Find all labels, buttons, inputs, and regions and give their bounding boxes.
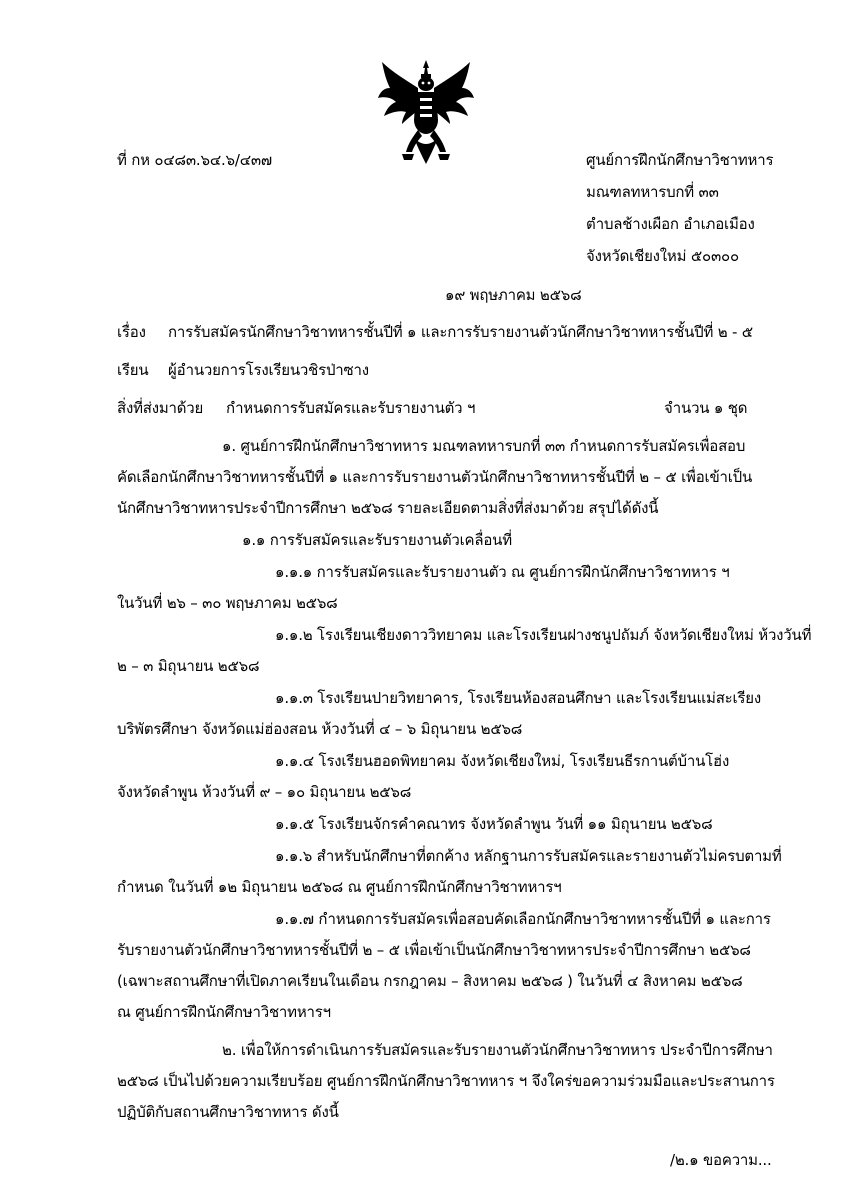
item-1-1-4-line-1: ๑.๑.๔ โรงเรียนฮอดพิทยาคม จังหวัดเชียงใหม่, โรงเรียนธีรกานต์บ้านโฮ่ง	[275, 752, 730, 770]
sender-line-4: จังหวัดเชียงใหม่ ๕๐๓๐๐	[586, 247, 739, 265]
sender-line-3: ตำบลช้างเผือก อำเภอเมือง	[586, 215, 755, 233]
item-1-1-4-line-2: จังหวัดลำพูน ห้วงวันที่ ๙ – ๑๐ มิถุนายน ๒๕๖๘	[117, 783, 412, 801]
item-1-1-1-line-2: ในวันที่ ๒๖ – ๓๐ พฤษภาคม ๒๕๖๘	[117, 594, 338, 612]
paragraph-1-line-2: คัดเลือกนักศึกษาวิชาทหารชั้นปีที่ ๑ และการรับรายงานตัวนักศึกษาวิชาทหารชั้นปีที่ ๒ – ๕ เพื่อเข้าเป็น	[117, 468, 753, 486]
item-1-1-7-line-3: (เฉพาะสถานศึกษาที่เปิดภาคเรียนในเดือน กรกฎาคม – สิงหาคม ๒๕๖๘ ) ในวันที่ ๔ สิงหาคม ๒๕๖๘	[117, 972, 743, 990]
item-1-1-7-line-2: รับรายงานตัวนักศึกษาวิชาทหารชั้นปีที่ ๒ – ๕ เพื่อเข้าเป็นนักศึกษาวิชาทหารประจำปีการศึกษา ๒๕๖๘	[117, 941, 751, 959]
document-date: ๑๙ พฤษภาคม ๒๕๖๘	[445, 286, 582, 304]
garuda-emblem-icon	[378, 58, 474, 166]
enclosure-quantity: จำนวน ๑ ชุด	[664, 399, 748, 417]
item-1-1-6-line-1: ๑.๑.๖ สำหรับนักศึกษาที่ตกค้าง หลักฐานการรับสมัครและรายงานตัวไม่ครบตามที่	[275, 847, 782, 865]
item-1-1-1-line-1: ๑.๑.๑ การรับสมัครและรับรายงานตัว ณ ศูนย์การฝึกนักศึกษาวิชาทหาร ฯ	[275, 563, 730, 581]
to-label: เรียน	[117, 361, 149, 379]
enclosure-text: กำหนดการรับสมัครและรับรายงานตัว ฯ	[226, 399, 476, 417]
item-1-1-7-line-1: ๑.๑.๗ กำหนดการรับสมัครเพื่อสอบคัดเลือกนักศึกษาวิชาทหารชั้นปีที่ ๑ และการ	[275, 910, 771, 928]
item-1-1-7-line-4: ณ ศูนย์การฝึกนักศึกษาวิชาทหารฯ	[117, 1003, 331, 1021]
item-1-1-2-line-2: ๒ – ๓ มิถุนายน ๒๕๖๘	[117, 657, 260, 675]
to-text: ผู้อำนวยการโรงเรียนวชิรป่าซาง	[168, 361, 369, 379]
sender-line-1: ศูนย์การฝึกนักศึกษาวิชาทหาร	[586, 151, 774, 169]
subject-text: การรับสมัครนักศึกษาวิชาทหารชั้นปีที่ ๑ และการรับรายงานตัวนักศึกษาวิชาทหารชั้นปีที่ ๒ - ๕	[168, 323, 753, 341]
item-1-1-3-line-2: บริพัตรศึกษา จังหวัดแม่ฮ่องสอน ห้วงวันที่ ๔ – ๖ มิถุนายน ๒๕๖๘	[117, 720, 523, 738]
paragraph-2-line-1: ๒. เพื่อให้การดำเนินการรับสมัครและรับรายงานตัวนักศึกษาวิชาทหาร ประจำปีการศึกษา	[222, 1041, 773, 1059]
paragraph-1-line-1: ๑. ศูนย์การฝึกนักศึกษาวิชาทหาร มณฑลทหารบกที่ ๓๓ กำหนดการรับสมัครเพื่อสอบ	[222, 437, 746, 455]
paragraph-2-line-2: ๒๕๖๘ เป็นไปด้วยความเรียบร้อย ศูนย์การฝึกนักศึกษาวิชาทหาร ฯ จึงใคร่ขอความร่วมมือและประสานการ	[117, 1072, 775, 1090]
enclosure-label: สิ่งที่ส่งมาด้วย	[117, 399, 204, 417]
sender-line-2: มณฑลทหารบกที่ ๓๓	[586, 183, 719, 201]
continuation-marker: /๒.๑ ขอความ...	[670, 1151, 772, 1169]
section-1-1-heading: ๑.๑ การรับสมัครและรับรายงานตัวเคลื่อนที่	[242, 531, 512, 549]
subject-label: เรื่อง	[117, 323, 146, 341]
item-1-1-3-line-1: ๑.๑.๓ โรงเรียนปายวิทยาคาร, โรงเรียนห้องสอนศึกษา และโรงเรียนแม่สะเรียง	[275, 689, 762, 707]
paragraph-1-line-3: นักศึกษาวิชาทหารประจำปีการศึกษา ๒๕๖๘ รายละเอียดตามสิ่งที่ส่งมาด้วย สรุปได้ดังนี้	[117, 499, 659, 517]
item-1-1-5-line-1: ๑.๑.๕ โรงเรียนจักรคำคณาทร จังหวัดลำพูน วันที่ ๑๑ มิถุนายน ๒๕๖๘	[275, 815, 713, 833]
reference-number: ที่ กห ๐๔๘๓.๖๔.๖/๔๓๗	[117, 151, 272, 169]
paragraph-2-line-3: ปฏิบัติกับสถานศึกษาวิชาทหาร ดังนี้	[117, 1103, 339, 1121]
item-1-1-2-line-1: ๑.๑.๒ โรงเรียนเชียงดาววิทยาคม และโรงเรียนฝางชนูปถัมภ์ จังหวัดเชียงใหม่ ห้วงวันที่	[275, 626, 812, 644]
item-1-1-6-line-2: กำหนด ในวันที่ ๑๒ มิถุนายน ๒๕๖๘ ณ ศูนย์การฝึกนักศึกษาวิชาทหารฯ	[117, 878, 562, 896]
